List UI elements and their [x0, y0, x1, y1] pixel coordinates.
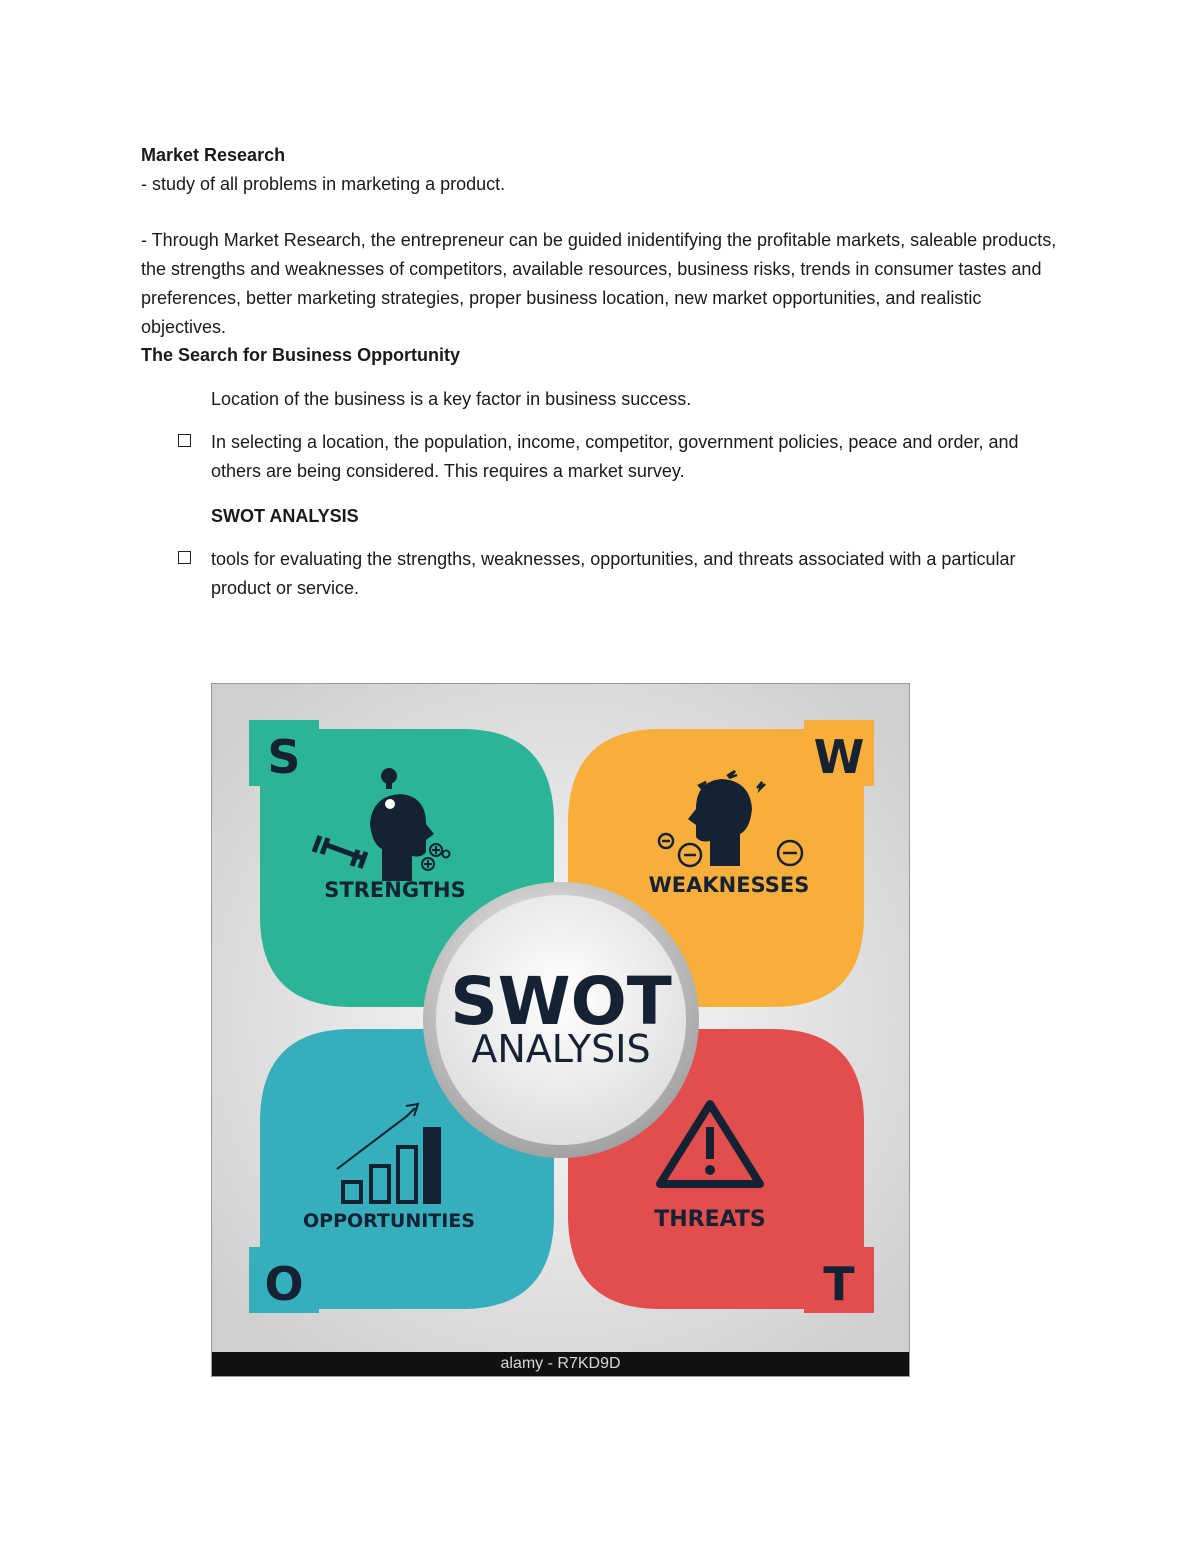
heading-swot-analysis: SWOT ANALYSIS [211, 506, 359, 526]
center-title: SWOT [450, 963, 672, 1040]
letter-t: T [823, 1257, 855, 1311]
letter-w: W [813, 730, 865, 784]
bullet-location-text: In selecting a location, the population, income, competitor, government policies, peace and order, and others are being considered. This requires a market survey. [211, 432, 1019, 481]
label-threats: THREATS [654, 1207, 766, 1232]
label-strengths: STRENGTHS [324, 878, 466, 902]
letter-s: S [267, 730, 301, 784]
through-paragraph: - Through Market Research, the entrepreneur can be guided inidentifying the profitable markets, saleable products, the strengths and weaknesses of competitors, available resources, business risks, trends in consumer tastes and preferences, better marketing strategies, proper business location, new market opportunities, and realistic objectives. [141, 230, 1057, 337]
heading-market-research: Market Research [141, 145, 286, 165]
heading-search-opportunity: The Search for Business Opportunity [141, 345, 461, 365]
definition-text: - study of all problems in marketing a product. [141, 174, 506, 194]
swot-graphic [212, 684, 910, 1354]
location-line: Location of the business is a key factor in business success. [211, 389, 692, 409]
checkbox-bullet-icon [178, 434, 191, 447]
watermark-bar: alamy - R7KD9D [212, 1352, 909, 1376]
center-subtitle: ANALYSIS [471, 1027, 651, 1071]
label-opportunities: OPPORTUNITIES [303, 1210, 475, 1232]
label-weaknesses: WEAKNESSES [648, 873, 810, 897]
swot-figure [211, 683, 910, 1377]
letter-o: O [264, 1257, 304, 1311]
checkbox-bullet-icon [178, 551, 191, 564]
bullet-swot-text: tools for evaluating the strengths, weaknesses, opportunities, and threats associated with a particular product or service. [211, 549, 1016, 598]
